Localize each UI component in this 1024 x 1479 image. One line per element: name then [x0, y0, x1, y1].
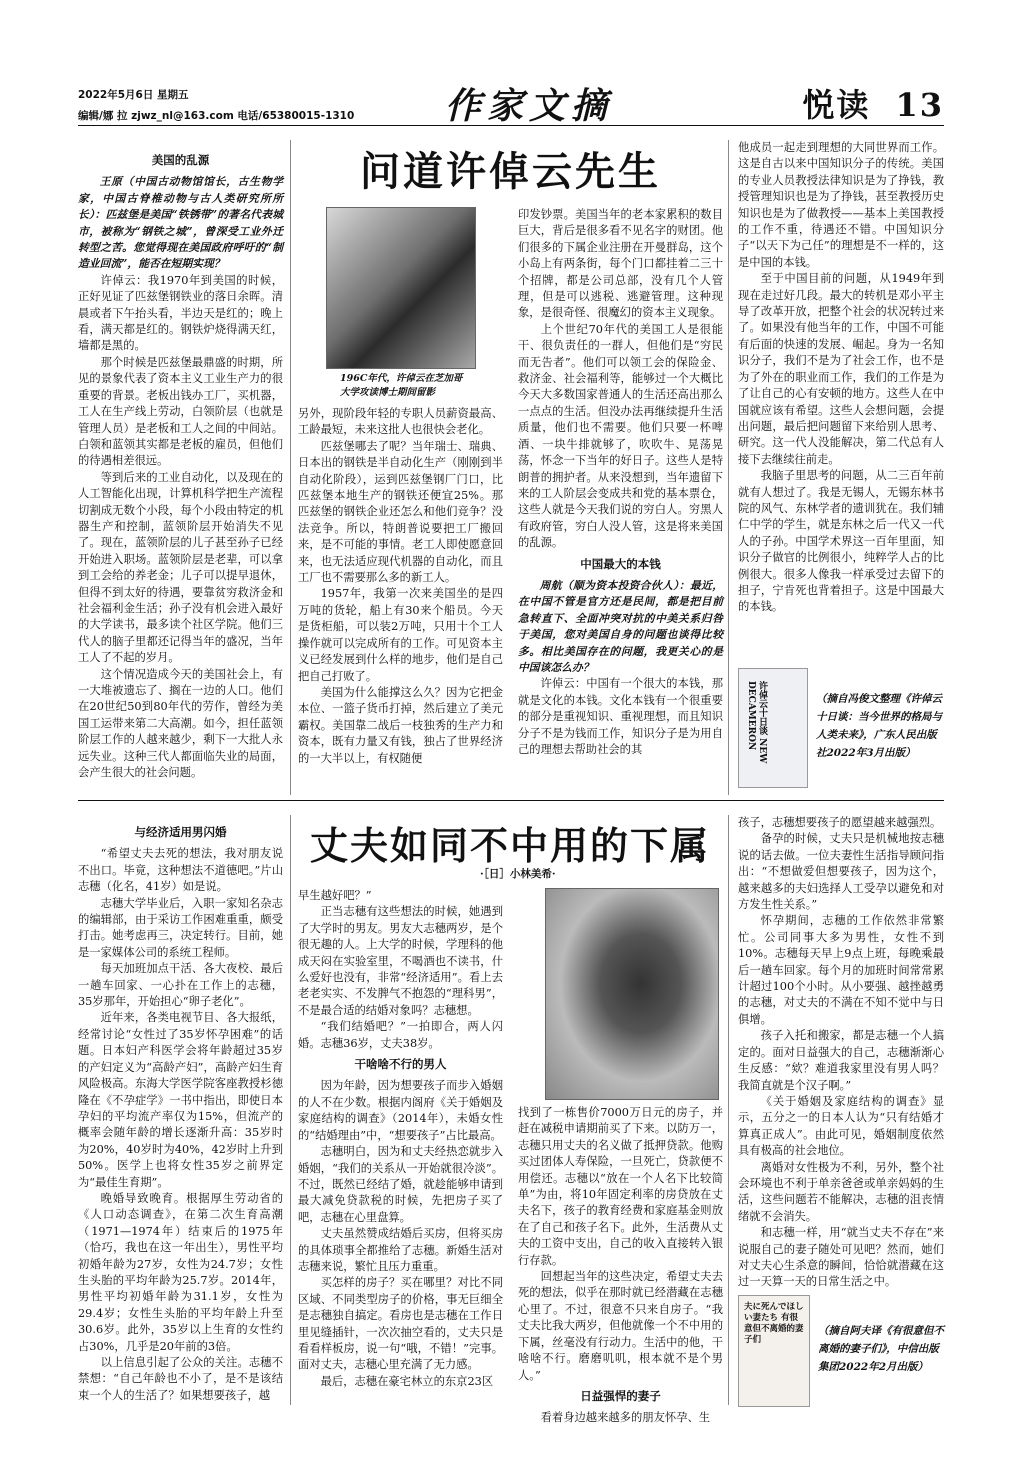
paragraph: 和志穗一样，用“就当丈夫不存在”来说服自己的妻子随处可见吧？然而，她们对丈夫心生杀意的瞬间，恰恰就潜藏在这过一天算一天的日常生活之中。: [738, 1226, 944, 1289]
paragraph: 志穗明白，因为和丈夫经热恋就步入婚姻，“我们的关系从一开始就很冷淡”。不过，既然已经结了婚，就趁能够申请到最大减免贷款税的时候，先把房子买了吧，志穗在心里盘算。: [298, 1145, 503, 1224]
paragraph: 丈夫虽然赞成结婚后买房，但将买房的具体琐事全都推给了志穗。新婚生活对志穗来说，繁忙且压力重重。: [298, 1227, 503, 1273]
paragraph: 晚婚导致晚育。根据厚生劳动省的《人口动态调查》，在第二次生育高潮（1971—1974年）结束后的1975年（恰巧，我也在这一年出生），男性平均初婚年龄为27岁，女性为24.7岁；女性生头胎的平均年龄为25.7岁。2014年，男性平均初婚年龄为31.1岁，女性为29.4岁；女性生头胎的平均年龄上升至30.6岁。此外，35岁以上生育的女性约占30%，几乎是20年前的3倍。: [78, 1191, 283, 1353]
article1-column-3: [518, 207, 723, 758]
paragraph: 上个世纪70年代的美国工人是很能干、很负责任的一群人，但他们是“穷民而无告者”。他们可以领工会的保险金、救济金、社会福利等，能够过一个大概比今天大多数国家普通人的生活还高出那么一点点的生活。但没办法再继续提升生活质量，他们也不需要。他们只要一杯啤酒、一块牛排就够了，吹吹牛、晃荡晃荡，怀念一下当年的好日子。这些人是特朗普的拥护者。从来没想到，当年遗留下来的工人阶层会变成共和党的基本票仓，这些人就是今天我们说的穷白人。穷黑人有政府管，穷白人没人管，这是将来美国的乱源。: [518, 322, 723, 550]
paragraph: 孩子入托和搬家，都是志穗一个人搞定的。面对日益强大的自己，志穗渐渐心生反感：“欸？难道我家里没有男人吗？我简直就是个汉子啊。”: [738, 1029, 944, 1092]
article1-title: 问道许倬云先生: [360, 149, 661, 195]
paragraph: “我们结婚吧？”一拍即合，两人闪婚。志穗36岁，丈夫38岁。: [298, 1020, 503, 1050]
article2-author: ·［日］小林美希·: [480, 868, 556, 880]
question: 周航（顺为资本投资合伙人）：最近，在中国不管是官方还是民间，都是把目前急转直下、全面冲突对抗的中美关系归咎于美国，您对美国自身的问题也谈得比较多。相比美国存在的问题，我更关心的是中国该怎么办？: [518, 578, 723, 674]
subheading: 中国最大的本钱: [580, 556, 661, 571]
article1-citation: （摘自冯俊文整理《许倬云十日谈：当今世界的格局与人类未来》，广东人民出版社2022年3月出版）: [816, 693, 942, 759]
page-number: 13: [895, 86, 944, 124]
paragraph: 志穗大学毕业后，入职一家知名杂志的编辑部，由于采访工作困难重重，颇受打击。她考虑再三，决定转行。目前，她是一家媒体公司的系统工程师。: [78, 896, 283, 959]
column-divider: [290, 140, 291, 795]
paragraph: 离婚对女性极为不利，另外，整个社会环境也不利于单亲爸爸或单亲妈妈的生活，这些问题若不能解决，志穗的沮丧情绪就不会消失。: [738, 1160, 944, 1223]
paragraph: 另外，现阶段年轻的专职人员薪资最高、工龄最短，未来这批人也很快会老化。: [298, 407, 503, 437]
column-divider: [728, 140, 729, 795]
mother-child-photo: [545, 888, 719, 1100]
paragraph: 以上信息引起了公众的关注。志穗不禁想：“自己年龄也不小了，是不是该结束一个人的生活了？如果想要孩子，越: [78, 1356, 283, 1402]
article2-column-3: [518, 1105, 723, 1427]
issue-date: 2022年5月6日 星期五: [78, 89, 189, 101]
paragraph: 孩子，志穗想要孩子的愿望越来越强烈。: [738, 816, 942, 829]
book-title: 夫に死んでほしい妻たち 有很意但不离婚的妻子们: [744, 1302, 804, 1345]
header-left: [78, 85, 354, 127]
paragraph: 回想起当年的这些决定，希望丈夫去死的想法，似乎在那时就已经潜藏在志穗心里了。不过，很意不只来自房子。“我丈夫比我大两岁，但他就像一个不中用的下属，丝毫没有行动力。生活中的他，干啥啥不行。磨磨叽叽，根本就不是个男人。”: [518, 1270, 723, 1382]
paragraph: 1957年，我第一次来美国坐的是四万吨的货轮，船上有30来个船员。今天是货柜船，可以装2万吨，只用十个工人操作就可以完成所有的工作。可见资本主义已经发展到什么样的地步，他们是自己把自己打败了。: [298, 587, 503, 683]
article1-column-1: [78, 148, 283, 781]
paragraph: 最后，志穗在豪宅林立的东京23区: [320, 1374, 494, 1388]
paragraph: 《关于婚姻及家庭结构的调查》显示，五分之一的日本人认为“只有结婚才算真正成人”。由此可见，婚姻制度依然具有极高的社会地位。: [738, 1094, 944, 1158]
paragraph: 这个情况造成今天的美国社会上，有一大堆被遗忘了、搁在一边的人口。他们在20世纪50到80年代的劳作，曾经为美国工运带来第二大高潮。如今，担任蓝领阶层工作的人越来越少，剩下一大批人永远失业。这种三代人都面临失业的局面，会产生很大的社会问题。: [78, 667, 283, 780]
paragraph: 那个时候是匹兹堡最鼎盛的时期，所见的景象代表了资本主义工业生产力的很重要的背景。老板出钱办工厂，买机器，工人在生产线上劳动，白领阶层（也就是管理人员）是老板和工人之间的中间站。白领和蓝领其实都是老板的雇员，但他们的待遇相差很远。: [78, 355, 283, 468]
newspaper-logo: 作家文摘: [445, 85, 614, 127]
article2-column-1: [78, 820, 283, 1404]
caption-line: 大学攻读博士期间留影: [340, 387, 436, 398]
caption-line: 196C年代，许倬云在芝加哥: [340, 373, 463, 384]
editor-info: 编辑/娜 拉 zjwz_nl@163.com 电话/65380015-1310: [78, 110, 355, 122]
book-title: 许倬云十日谈 NEW DECAMERON: [746, 681, 767, 764]
article2-title: 丈夫如同不中用的下属: [310, 824, 711, 868]
subheading: 日益强悍的妻子: [580, 1388, 661, 1403]
paragraph: 许倬云：我1970年到美国的时候，正好见证了匹兹堡钢铁业的落日余晖。清晨或者下午抬头看，半边天是红的；晚上看，满天都是红的。钢铁炉烧得满天红，墙都是黑的。: [78, 273, 283, 353]
column-divider: [290, 815, 291, 1405]
paragraph: 早生越好吧？”: [298, 889, 372, 902]
paragraph: 美国为什么能撑这么久？因为它把金本位、一篮子货币打掉，然后建立了美元霸权。美国靠二战后一枝独秀的生产力和资本，既有力量又有钱，独占了世界经济的一大半以上，有权随便: [298, 685, 503, 765]
paragraph: 许倬云：中国有一个很大的本钱，那就是文化的本钱。文化本钱有一个很重要的部分是重视知识、重视理想，而且知识分子不是为钱而工作，知识分子是为用自己的理想去帮助社会的其: [518, 677, 723, 756]
book-cover: [738, 668, 808, 788]
paragraph: 买怎样的房子？买在哪里？对比不同区域、不同类型房子的价格，事无巨细全是志穗独自搞定。看房也是志穗在工作日里见缝插针，一次次抽空看的，丈夫只是看看样板房，说一句“哦，不错！”完事。面对丈夫，志穗心里充满了无力感。: [298, 1276, 503, 1372]
question: 王原（中国古动物馆馆长，古生物学家，中国古脊椎动物与古人类研究所所长）：匹兹堡是美国“铁锈带”的著名代表城市，被称为“钢铁之城”，曾深受工业外迁转型之苦。您觉得现在美国政府呼吁的“制造业回流”，能否在短期实现？: [78, 175, 283, 271]
paragraph: 正当志穗有这些想法的时候，她遇到了大学时的男友。男友大志穗两岁，是个很无趣的人。上大学的时候，学理科的他成天闷在实验室里，不喝酒也不读书，什么爱好也没有，非常“经济适用”。看上去老老实实、不发脾气不抱怨的“理科男”，不是最合适的结婚对象吗？志穗想。: [298, 905, 503, 1017]
paragraph: 印发钞票。美国当年的老本家累积的数目巨大，背后是很多看不见名字的财团。他们很多的下属企业注册在开曼群岛，这个小岛上有两条街，每个门口都挂着二三十个招牌，都是公司总部，没有几个人管理，但是可以逃税、逃避管理。这种现象，是很奇怪、很魔幻的资本主义现象。: [518, 208, 723, 320]
paragraph: 我脑子里思考的问题，从二三百年前就有人想过了。我是无锡人，无锡东林书院的风气、东林学者的遗训犹在。我们辅仁中学的学生，就是东林之后一代又一代人的子孙。中国学术界这一百年里面，知识分子做官的比例很小，纯粹学人占的比例很大。很多人像我一样承受过去留下的担子，宁肯死也背着担子。这是中国最大的本钱。: [738, 469, 944, 614]
paragraph: 因为年龄，因为想要孩子而步入婚姻的人不在少数。根据内阁府《关于婚姻及家庭结构的调查》（2014年），未婚女性的“结婚理由”中，“想要孩子”占比最高。: [298, 1079, 503, 1142]
photo-caption: [340, 372, 490, 400]
subheading: 干啥啥不行的男人: [354, 1057, 447, 1072]
article2-citation: （摘自阿夫译《有很意但不离婚的妻子们》，中信出版集团2022年2月出版）: [818, 1325, 944, 1373]
article1-column-4: [738, 140, 944, 616]
paragraph: 找到了一栋售价7000万日元的房子，并赶在减税申请期前买了下来。以防万一，志穗只用丈夫的名义做了抵押贷款。他购买过团体人寿保险，一旦死亡，贷款便不用偿还。志穗以“放在一个人名下比较简单”为由，将10年固定利率的房贷放在丈夫名下，孩子的教育经费和家庭基金则放在了自己和孩子名下。此外，生活费从丈夫的工资中支出，自己的收入直接转入银行存款。: [518, 1106, 723, 1267]
paragraph: 备孕的时候，丈夫只是机械地按志穗说的话去做。一位夫妻性生活指导顾问指出：“不想做爱但想要孩子，因为这个，越来越多的夫妇选择人工受孕以避免和对方发生性关系。”: [738, 832, 944, 912]
section-header: [802, 80, 944, 126]
column-divider: [728, 815, 729, 1405]
paragraph: 等到后来的工业自动化，以及现在的人工智能化出现，计算机科学把生产流程切割成无数个小段，每个小段由特定的机器生产和控制，蓝领阶层开始消失不见了。现在，蓝领阶层的儿子甚至孙子已经开始进入职场。蓝领阶层是老辈，可以拿到工会给的养老金；儿子可以提早退休，但得不到太好的待遇，要靠贫穷救济金和社会福利金生活；孙子没有机会进入最好的大学读书，最多读个社区学院。他们三代人的脑子里都还记得当年的盛况，当年工人了不起的岁月。: [78, 470, 283, 665]
paragraph: 匹兹堡哪去了呢？当年瑞士、瑞典、日本出的钢铁是半自动化生产（刚刚到半自动化阶段），运到匹兹堡钢厂门口，比匹兹堡本地生产的钢铁还便宜25%。那匹兹堡的钢铁企业还怎么和他们竞争？没法竞争。所以，特朗普说要把工厂搬回来，是不可能的事情。老工人即使愿意回来，也无法适应现代机器的自动化，而且工厂也不需要那么多的新工人。: [298, 439, 503, 585]
paragraph: 他成员一起走到理想的大同世界而工作。这是自古以来中国知识分子的传统。美国的专业人员教授法律知识是为了挣钱，教授管理知识也是为了挣钱，甚至教授历史知识也是为了做教授——基本上美国教授的工作不重，待遇还不错。中国知识分子“以天下为己任”的理想是不一样的，这是中国的本钱。: [738, 141, 944, 269]
paragraph: 怀孕期间，志穗的工作依然非常繁忙。公司同事大多为男性，女性不到10%。志穗每天早上9点上班，每晚乘最后一趟车回家。每个月的加班时间常常累计超过100个小时。从小要强、越挫越勇的志穗，对丈夫的不满在不知不觉中与日俱增。: [738, 914, 944, 1026]
article1-column-2: [298, 406, 503, 767]
article2-column-4: [738, 815, 944, 1291]
paragraph: 至于中国目前的问题，从1949年到现在走过好几段。最大的转机是邓小平主导了改革开放，把整个社会的状况转过来了。如果没有他当年的工作，中国不可能有后面的快速的发展、崛起。身为一名知识分子，我们不是为了社会工作，也不是为了外在的职业而工作，我们的工作是为了让自己的心有安顿的地方。这些人在中国就应该有希望。这些人会想问题，会提出问题，最后把问题留下来给别人思考、研究。这一代人没能解决，第二代总有人接下去继续往前走。: [738, 272, 944, 466]
paragraph: 每天加班加点干活、各大夜校、最后一趟车回家、一心扑在工作上的志穗，35岁那年，开始担心“卵子老化”。: [78, 962, 283, 1009]
paragraph: “希望丈夫去死的想法，我对朋友说不出口。毕竟，这种想法不道德吧。”片山志穗（化名，41岁）如是说。: [78, 847, 283, 894]
header-rule: [78, 125, 944, 126]
section-name: 悦读: [802, 86, 871, 124]
subheading: 与经济适用男闪婚: [134, 825, 227, 839]
paragraph: 看着身边越来越多的朋友怀孕、生: [540, 1411, 711, 1425]
book-cover: [738, 1295, 810, 1407]
article2-column-2: [298, 888, 503, 1390]
portrait-photo: [326, 207, 476, 369]
article-rule: [78, 800, 944, 801]
paragraph: 近年来，各类电视节目、各大报纸，经常讨论“女性过了35岁怀孕困难”的话题。日本妇产科医学会将年龄超过35岁的产妇定义为“高龄产妇”，高龄产妇生育风险极高。东海大学医学院客座教授杉徳隆在《不孕症学》一书中指出，即使日本孕妇的平均流产率仅为15%，但流产的概率会随年龄的增长逐渐升高：35岁时为20%，40岁时为40%，42岁时上升到50%。医学上也将女性35岁之前界定为“最佳生育期”。: [78, 1011, 283, 1189]
subheading: 美国的乱源: [151, 153, 210, 167]
